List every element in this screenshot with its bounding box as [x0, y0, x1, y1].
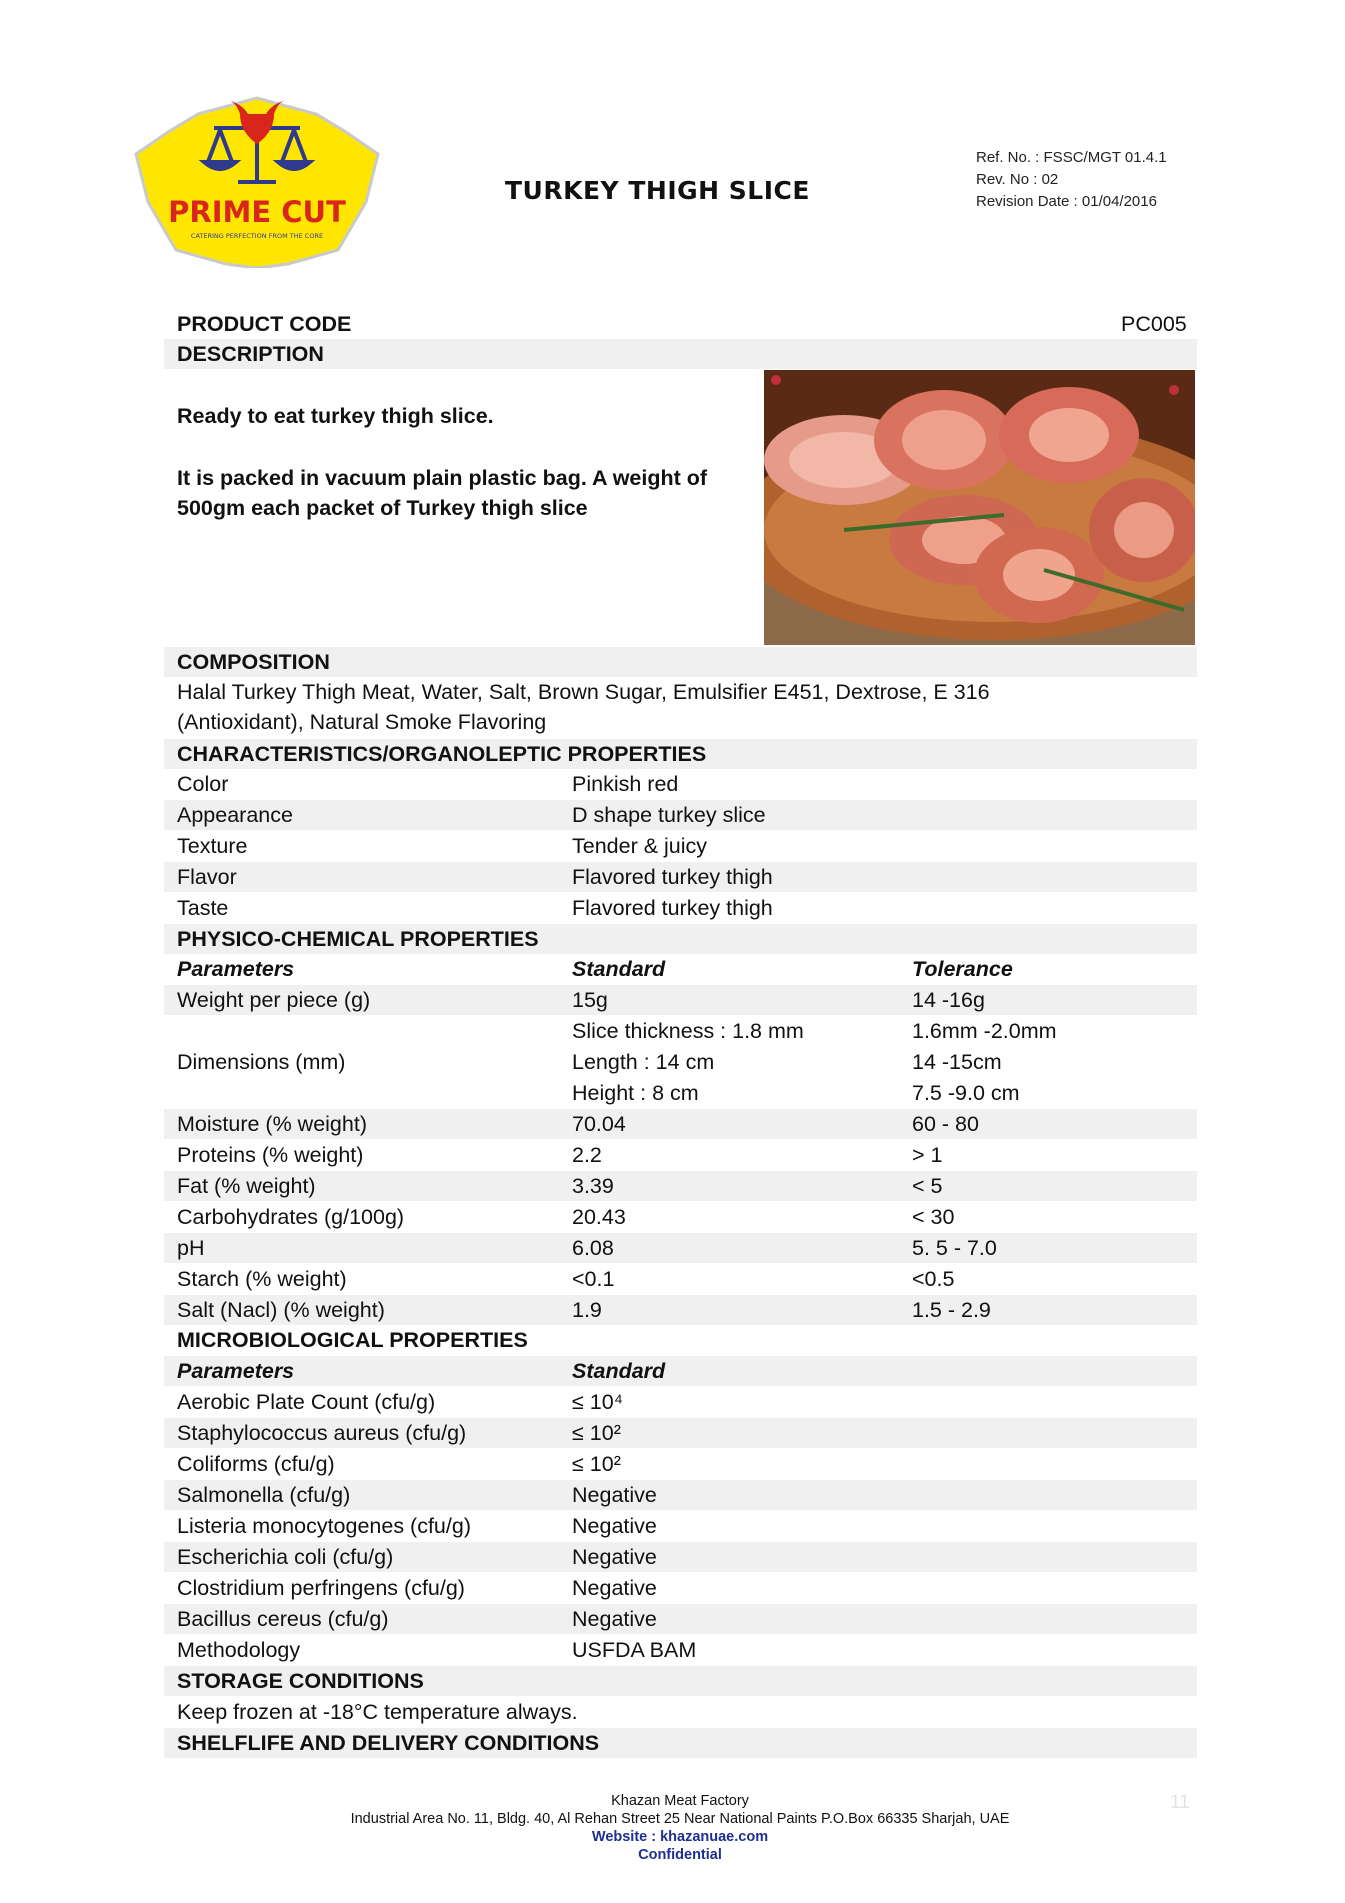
physico-standard: 1.9 — [572, 1298, 602, 1322]
micro-param: Methodology — [177, 1638, 301, 1662]
micro-standard: Negative — [572, 1483, 657, 1507]
physico-standard: <0.1 — [572, 1267, 615, 1291]
organoleptic-value: Flavored turkey thigh — [572, 865, 773, 889]
composition-text: Halal Turkey Thigh Meat, Water, Salt, Brown Sugar, Emulsifier E451, Dextrose, E 316 — [177, 680, 990, 704]
column-header-parameters: Parameters — [177, 1359, 295, 1383]
physico-tolerance: > 1 — [912, 1143, 943, 1167]
micro-param: Aerobic Plate Count (cfu/g) — [177, 1390, 436, 1414]
physico-param: Fat (% weight) — [177, 1174, 316, 1198]
document-reference-block — [976, 147, 1167, 213]
composition-label: COMPOSITION — [177, 650, 330, 674]
physico-tolerance: 7.5 -9.0 cm — [912, 1081, 1020, 1105]
physico-tolerance: 5. 5 - 7.0 — [912, 1236, 997, 1260]
physico-standard: 20.43 — [572, 1205, 626, 1229]
micro-param: Clostridium perfringens (cfu/g) — [177, 1576, 465, 1600]
micro-standard: ≤ 10⁴ — [572, 1390, 623, 1414]
storage-label: STORAGE CONDITIONS — [177, 1669, 424, 1693]
physico-param: Dimensions (mm) — [177, 1050, 346, 1074]
shelflife-label: SHELFLIFE AND DELIVERY CONDITIONS — [177, 1731, 600, 1755]
organoleptic-value: Flavored turkey thigh — [572, 896, 773, 920]
physico-standard: 3.39 — [572, 1174, 614, 1198]
micro-label: MICROBIOLOGICAL PROPERTIES — [177, 1328, 528, 1352]
column-header-parameters: Parameters — [177, 957, 295, 981]
logo-tagline: CATERING PERFECTION FROM THE CORE — [190, 232, 324, 240]
physico-standard: 2.2 — [572, 1143, 602, 1167]
revision-number: Rev. No : 02 — [976, 171, 1059, 188]
product-code-value: PC005 — [1121, 312, 1187, 336]
row-shading — [164, 1233, 1197, 1263]
storage-text: Keep frozen at -18°C temperature always. — [177, 1700, 578, 1724]
micro-param: Escherichia coli (cfu/g) — [177, 1545, 394, 1569]
footer-address: Industrial Area No. 11, Bldg. 40, Al Rehan Street 25 Near National Paints P.O.Box 66335 Sharjah, UAE — [350, 1811, 1010, 1827]
product-code-label: PRODUCT CODE — [177, 312, 352, 336]
physico-tolerance: 1.5 - 2.9 — [912, 1298, 991, 1322]
physico-tolerance: <0.5 — [912, 1267, 955, 1291]
composition-text: (Antioxidant), Natural Smoke Flavoring — [177, 710, 547, 734]
organoleptic-param: Taste — [177, 896, 229, 920]
physico-param: Moisture (% weight) — [177, 1112, 367, 1136]
micro-param: Listeria monocytogenes (cfu/g) — [177, 1514, 471, 1538]
organoleptic-value: D shape turkey slice — [572, 803, 766, 827]
micro-standard: Negative — [572, 1545, 657, 1569]
physico-tolerance: 14 -15cm — [912, 1050, 1002, 1074]
micro-param: Bacillus cereus (cfu/g) — [177, 1607, 389, 1631]
micro-standard: Negative — [572, 1607, 657, 1631]
row-shading — [164, 1356, 1197, 1386]
micro-param: Salmonella (cfu/g) — [177, 1483, 351, 1507]
micro-standard: Negative — [572, 1514, 657, 1538]
micro-standard: USFDA BAM — [572, 1638, 697, 1662]
physico-standard: 6.08 — [572, 1236, 614, 1260]
physico-standard: Length : 14 cm — [572, 1050, 715, 1074]
micro-param: Coliforms (cfu/g) — [177, 1452, 335, 1476]
organoleptic-param: Texture — [177, 834, 248, 858]
physico-tolerance: < 30 — [912, 1205, 955, 1229]
organoleptic-param: Flavor — [177, 865, 237, 889]
physico-param: Weight per piece (g) — [177, 988, 371, 1012]
micro-param: Staphylococcus aureus (cfu/g) — [177, 1421, 467, 1445]
footer-confidential: Confidential — [638, 1847, 722, 1863]
footer-website[interactable]: Website : khazanuae.com — [591, 1829, 769, 1845]
ref-number: Ref. No. : FSSC/MGT 01.4.1 — [976, 149, 1167, 166]
physico-standard: 70.04 — [572, 1112, 626, 1136]
organoleptic-value: Tender & juicy — [572, 834, 708, 858]
description-label: DESCRIPTION — [177, 342, 324, 366]
turkey-slice-photo — [764, 370, 1195, 645]
document-title: TURKEY THIGH SLICE — [505, 176, 810, 205]
physico-param: Carbohydrates (g/100g) — [177, 1205, 405, 1229]
physico-param: pH — [177, 1236, 205, 1260]
micro-standard: ≤ 10² — [572, 1421, 621, 1445]
logo-wordmark: PRIME CUT — [168, 195, 346, 229]
row-shading — [164, 1171, 1197, 1201]
column-header-standard: Standard — [572, 957, 666, 981]
organoleptic-label: CHARACTERISTICS/ORGANOLEPTIC PROPERTIES — [177, 742, 707, 766]
organoleptic-param: Appearance — [177, 803, 293, 827]
organoleptic-param: Color — [177, 772, 229, 796]
organoleptic-value: Pinkish red — [572, 772, 679, 796]
physico-param: Proteins (% weight) — [177, 1143, 364, 1167]
micro-standard: ≤ 10² — [572, 1452, 621, 1476]
column-header-standard: Standard — [572, 1359, 666, 1383]
description-line: Ready to eat turkey thigh slice. — [177, 404, 494, 428]
physico-tolerance: 1.6mm -2.0mm — [912, 1019, 1057, 1043]
physico-param: Starch (% weight) — [177, 1267, 347, 1291]
revision-date: Revision Date : 01/04/2016 — [976, 193, 1157, 210]
physico-standard: Slice thickness : 1.8 mm — [572, 1019, 804, 1043]
physico-standard: 15g — [572, 988, 608, 1012]
physico-tolerance: 60 - 80 — [912, 1112, 979, 1136]
description-line: It is packed in vacuum plain plastic bag. A weight of — [177, 466, 708, 490]
physico-param: Salt (Nacl) (% weight) — [177, 1298, 385, 1322]
physico-standard: Height : 8 cm — [572, 1081, 699, 1105]
page-number: 11 — [1170, 1792, 1190, 1813]
physico-tolerance: < 5 — [912, 1174, 943, 1198]
column-header-tolerance: Tolerance — [912, 957, 1013, 981]
description-line: 500gm each packet of Turkey thigh slice — [177, 496, 588, 520]
prime-cut-logo — [128, 92, 386, 268]
micro-standard: Negative — [572, 1576, 657, 1600]
footer-company: Khazan Meat Factory — [611, 1793, 749, 1809]
physico-label: PHYSICO-CHEMICAL PROPERTIES — [177, 927, 539, 951]
physico-tolerance: 14 -16g — [912, 988, 985, 1012]
